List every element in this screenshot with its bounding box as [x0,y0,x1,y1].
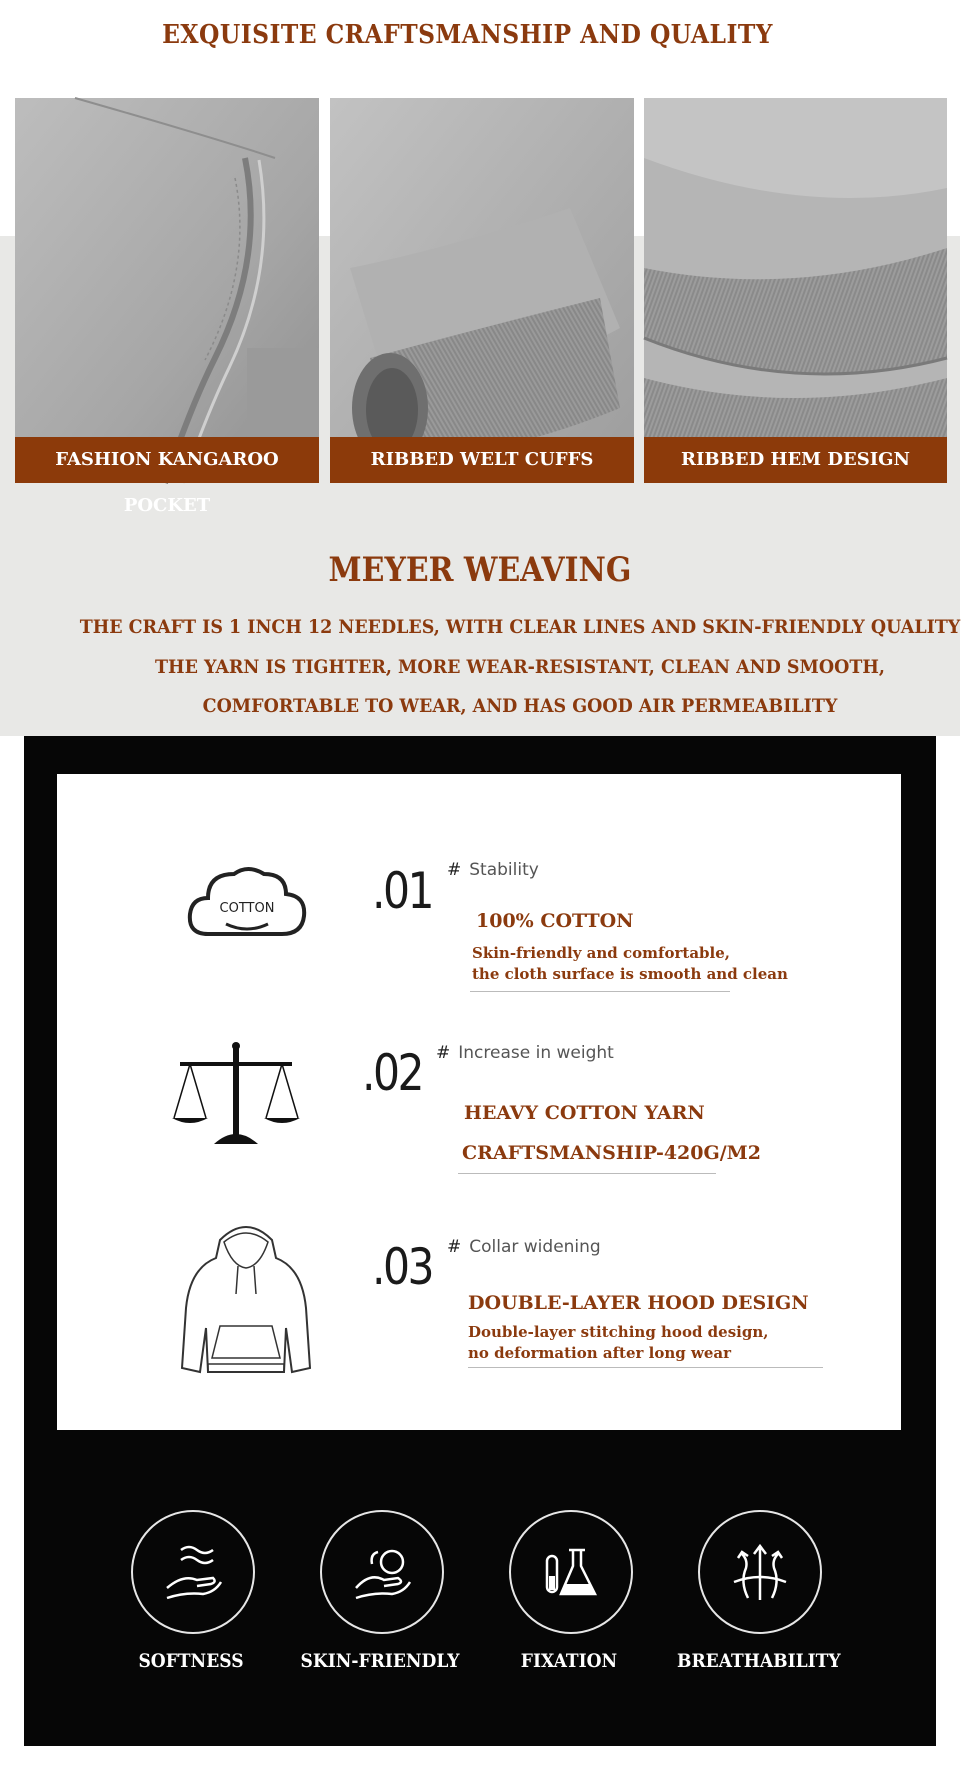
photo-ribbed-hem [644,98,947,483]
badge-label-breathability: BREATHABILITY [677,1650,841,1672]
cotton-icon-label: COTTON [219,901,275,916]
feature-sub-1: Double-layer stitching hood design, [468,1323,769,1341]
weaving-line-3: COMFORTABLE TO WEAR, AND HAS GOOD AIR PERMEABILITY [202,695,838,717]
badge-breathability [698,1510,822,1634]
caption-ribbed-hem: RIBBED HEM DESIGN [644,437,947,483]
tag-text: Increase in weight [458,1043,614,1063]
pocket-fabric-image [15,98,319,483]
top-band [0,0,960,100]
badge-label-softness: SOFTNESS [138,1650,244,1672]
feature-title-hood: DOUBLE-LAYER HOOD DESIGN [468,1292,809,1314]
hash-mark: # [436,1043,451,1063]
flask-icon [541,1542,601,1602]
feature-title-cotton: 100% COTTON [476,910,634,932]
feature-sub-1: Skin-friendly and comfortable, [472,944,730,962]
hand-wave-icon [163,1542,223,1602]
badge-softness [131,1510,255,1634]
tag-text: Stability [469,860,539,880]
feature-divider [470,991,730,992]
badge-skin-friendly [320,1510,444,1634]
weaving-line-1: THE CRAFT IS 1 INCH 12 NEEDLES, WITH CLEAR LINES AND SKIN-FRIENDLY QUALITY [79,616,961,638]
hem-fabric-image [644,98,947,483]
hash-mark: # [447,1237,462,1257]
feature-divider [468,1367,823,1368]
feature-divider [458,1173,716,1174]
cotton-cloud-icon [186,862,308,944]
weaving-line-2: THE YARN IS TIGHTER, MORE WEAR-RESISTANT, CLEAN AND SMOOTH, [155,656,885,678]
photo-kangaroo-pocket [15,98,319,516]
scale-icon [170,1040,302,1148]
feature-tag-stability [447,860,539,880]
hand-care-icon [352,1542,412,1602]
weaving-title: MEYER WEAVING [328,550,632,590]
feature-tag-collar [447,1237,601,1257]
photo-ribbed-cuffs [330,98,634,483]
caption-kangaroo-pocket: FASHION KANGAROO POCKET [15,437,319,483]
feature-num-02: .02 [362,1044,422,1102]
feature-num-03: .03 [372,1238,432,1296]
hoodie-icon [180,1218,312,1378]
feature-sub-2: the cloth surface is smooth and clean [472,965,788,983]
feature-sub-2: no deformation after long wear [468,1344,732,1362]
caption-ribbed-cuffs: RIBBED WELT CUFFS [330,437,634,483]
cuff-fabric-image [330,98,634,483]
page-title: EXQUISITE CRAFTSMANSHIP AND QUALITY [162,20,773,50]
airflow-icon [730,1542,790,1602]
badge-label-skin-friendly: SKIN-FRIENDLY [300,1650,460,1672]
feature-num-01: .01 [372,862,432,920]
feature-title-craftsmanship: CRAFTSMANSHIP-420G/M2 [462,1142,761,1164]
badge-fixation [509,1510,633,1634]
feature-title-heavy-yarn: HEAVY COTTON YARN [464,1102,705,1124]
tag-text: Collar widening [469,1237,601,1257]
feature-tag-weight [436,1043,614,1063]
badge-label-fixation: FIXATION [520,1650,618,1672]
hash-mark: # [447,860,462,880]
